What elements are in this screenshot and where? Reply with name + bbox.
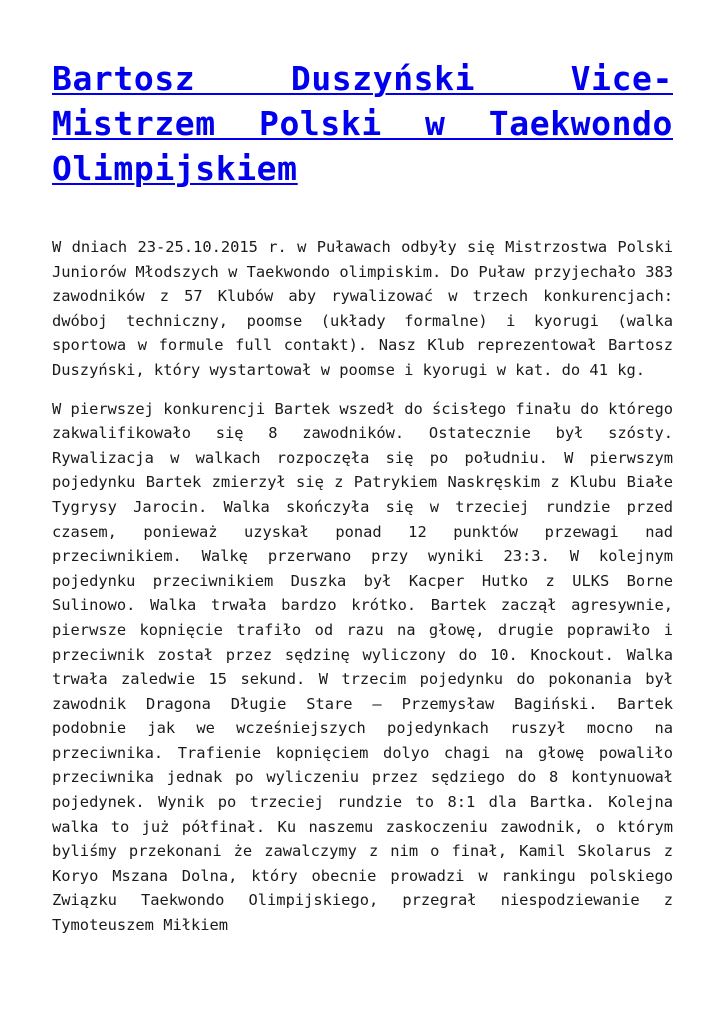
article-paragraph-2: W pierwszej konkurencji Bartek wszedł do ścisłego finału do którego zakwalifikowało się 8 zawodników. Ostatecznie był szósty. Rywalizacja w walkach rozpoczęła się po południu. W pierwszym pojedynku Bartek zmierzył się z Patrykiem Naskręskim z Klubu Białe Tygrysy Jarocin. Walka skończyła się w trzeciej rundzie przed czasem, ponieważ uzyskał ponad 12 punktów przewagi nad przeciwnikiem. Walkę przerwano przy wyniki 23:3. W kolejnym pojedynku przeciwnikiem Duszka był Kacper Hutko z ULKS Borne Sulinowo. Walka trwała bardzo krótko. Bartek zaczął agresywnie, pierwsze kopnięcie trafiło od razu na głowę, drugie poprawiło i przeciwnik został przez sędzinę wyliczony do 10. Knockout. Walka trwała zaledwie 15 sekund. W trzecim pojedynku do pokonania był zawodnik Dragona Długie Stare – Przemysław Bagiński. Bartek podobnie jak we wcześniejszych pojedynkach ruszył mocno na przeciwnika. Trafienie kopnięciem dolyo chagi na głowę powaliło przeciwnika jednak po wyliczeniu przez sędziego do 8 kontynuował pojedynek. Wynik po trzeciej rundzie to 8:1 dla Bartka. Kolejna walka to już półfinał. Ku naszemu zaskoczeniu zawodnik, o którym byliśmy przekonani że zawalczymy z nim o finał, Kamil Skolarus z Koryo Mszana Dolna, który obecnie prowadzi w rankingu polskiego Związku Taekwondo Olimpijskiego, przegrał niespodziewanie z Tymoteuszem Miłkiem xyxy=(52,399,673,935)
article-body xyxy=(52,235,673,938)
article-title-link[interactable]: Bartosz Duszyński Vice-Mistrzem Polski w Taekwondo Olimpijskiem xyxy=(52,59,673,188)
article-paragraph-1: W dniach 23-25.10.2015 r. w Puławach odbyły się Mistrzostwa Polski Juniorów Młodszych w Taekwondo olimpiskim. Do Puław przyjechało 383 zawodników z 57 Klubów aby rywalizować w trzech konkurencjach: dwóboj techniczny, poomse (układy formalne) i kyorugi (walka sportowa w formule full contakt). Nasz Klub reprezentował Bartosz Duszyński, który wystartował w poomse i kyorugi w kat. do 41 kg. xyxy=(52,238,673,379)
article xyxy=(52,56,673,952)
article-title xyxy=(52,56,673,191)
